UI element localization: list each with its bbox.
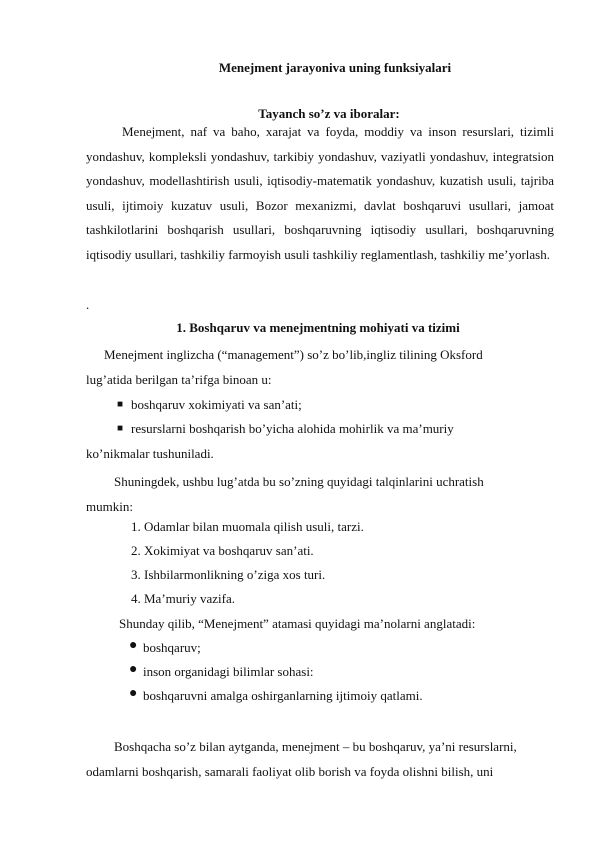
bullet-icon: ■ [117, 423, 124, 434]
section-heading: 1. Boshqaruv va menejmentning mohiyati va tizimi [176, 320, 460, 335]
document-title: Menejment jarayoniva uning funksiyalari [218, 60, 452, 75]
paragraph-3: Shunday qilib, “Menejment” atamasi quyidagi ma’nolarni anglatadi: [119, 616, 476, 631]
bullet-a-item-2: resurslarni boshqarish bo’yicha alohida mohirlik va ma’muriy [131, 421, 454, 436]
bullet-icon: ● [129, 662, 138, 677]
paragraph-2 [86, 470, 554, 519]
bullet-icon: ● [129, 638, 138, 653]
bullet-icon: ● [129, 686, 138, 701]
paragraph-4-line-1: Boshqacha so’z bilan aytganda, menejment – bu boshqaruv, ya’ni resurslarni, [114, 739, 517, 754]
bullet-b-item-3: boshqaruvni amalga oshirganlarning ijtimoiy qatlami. [143, 688, 423, 703]
keywords-heading: Tayanch so’z va iboralar: [258, 106, 400, 121]
numbered-item-4: 4. Ma’muriy vazifa. [131, 591, 235, 606]
paragraph-2-line-2: mumkin: [86, 498, 133, 514]
paragraph-2-line-1: Shuningdek, ushbu lug’atda bu so’zning quyidagi talqinlarini uchratish [114, 474, 484, 489]
intro-line-2: lug’atida berilgan ta’rifga binoan u: [86, 372, 272, 387]
numbered-item-1: 1. Odamlar bilan muomala qilish usuli, tarzi. [131, 519, 364, 534]
paragraph-4-line-2: odamlarni boshqarish, samarali faoliyat olib borish va foyda olishni bilish, uni [86, 763, 494, 779]
bullet-continuation: ko’nikmalar tushuniladi. [86, 446, 214, 461]
bullet-a-item-1: boshqaruv xokimiyati va san’ati; [131, 397, 302, 412]
bullet-b-item-2: inson organidagi bilimlar sohasi: [143, 664, 314, 679]
bullet-icon: ■ [117, 399, 124, 410]
bullet-b-item-1: boshqaruv; [143, 640, 201, 655]
separator-dot: . [86, 297, 90, 312]
paragraph-4 [86, 735, 554, 784]
numbered-item-2: 2. Xokimiyat va boshqaruv san’ati. [131, 543, 314, 558]
keywords-paragraph: Menejment, naf va baho, xarajat va foyda, moddiy va inson resurslari, tizimli yondashuv, kompleksli yondashuv, tarkibiy yondashuv, vaziyatli yondashuv, integratsion yondashuv, modellashtirish usuli, iqtisodiy-matematik yondashuv, kuzatish usuli, tajriba usuli, ijtimoiy kuzatuv usuli, Bozor mexanizmi, davlat boshqaruvi usullari, jamoat tashkilotlarini boshqarish usullari, boshqaruvning iqtisodiy usullari, boshqaruvning iqtisodiy usullari, tashkiliy farmoyish usuli tashkiliy reglamentlash, tashkiliy me’yorlash. [86, 124, 554, 262]
intro-line-1: Menejment inglizcha (“management”) so’z bo’lib,ingliz tilining Oksford [104, 347, 483, 362]
numbered-item-3: 3. Ishbilarmonlikning o’ziga xos turi. [131, 567, 326, 582]
